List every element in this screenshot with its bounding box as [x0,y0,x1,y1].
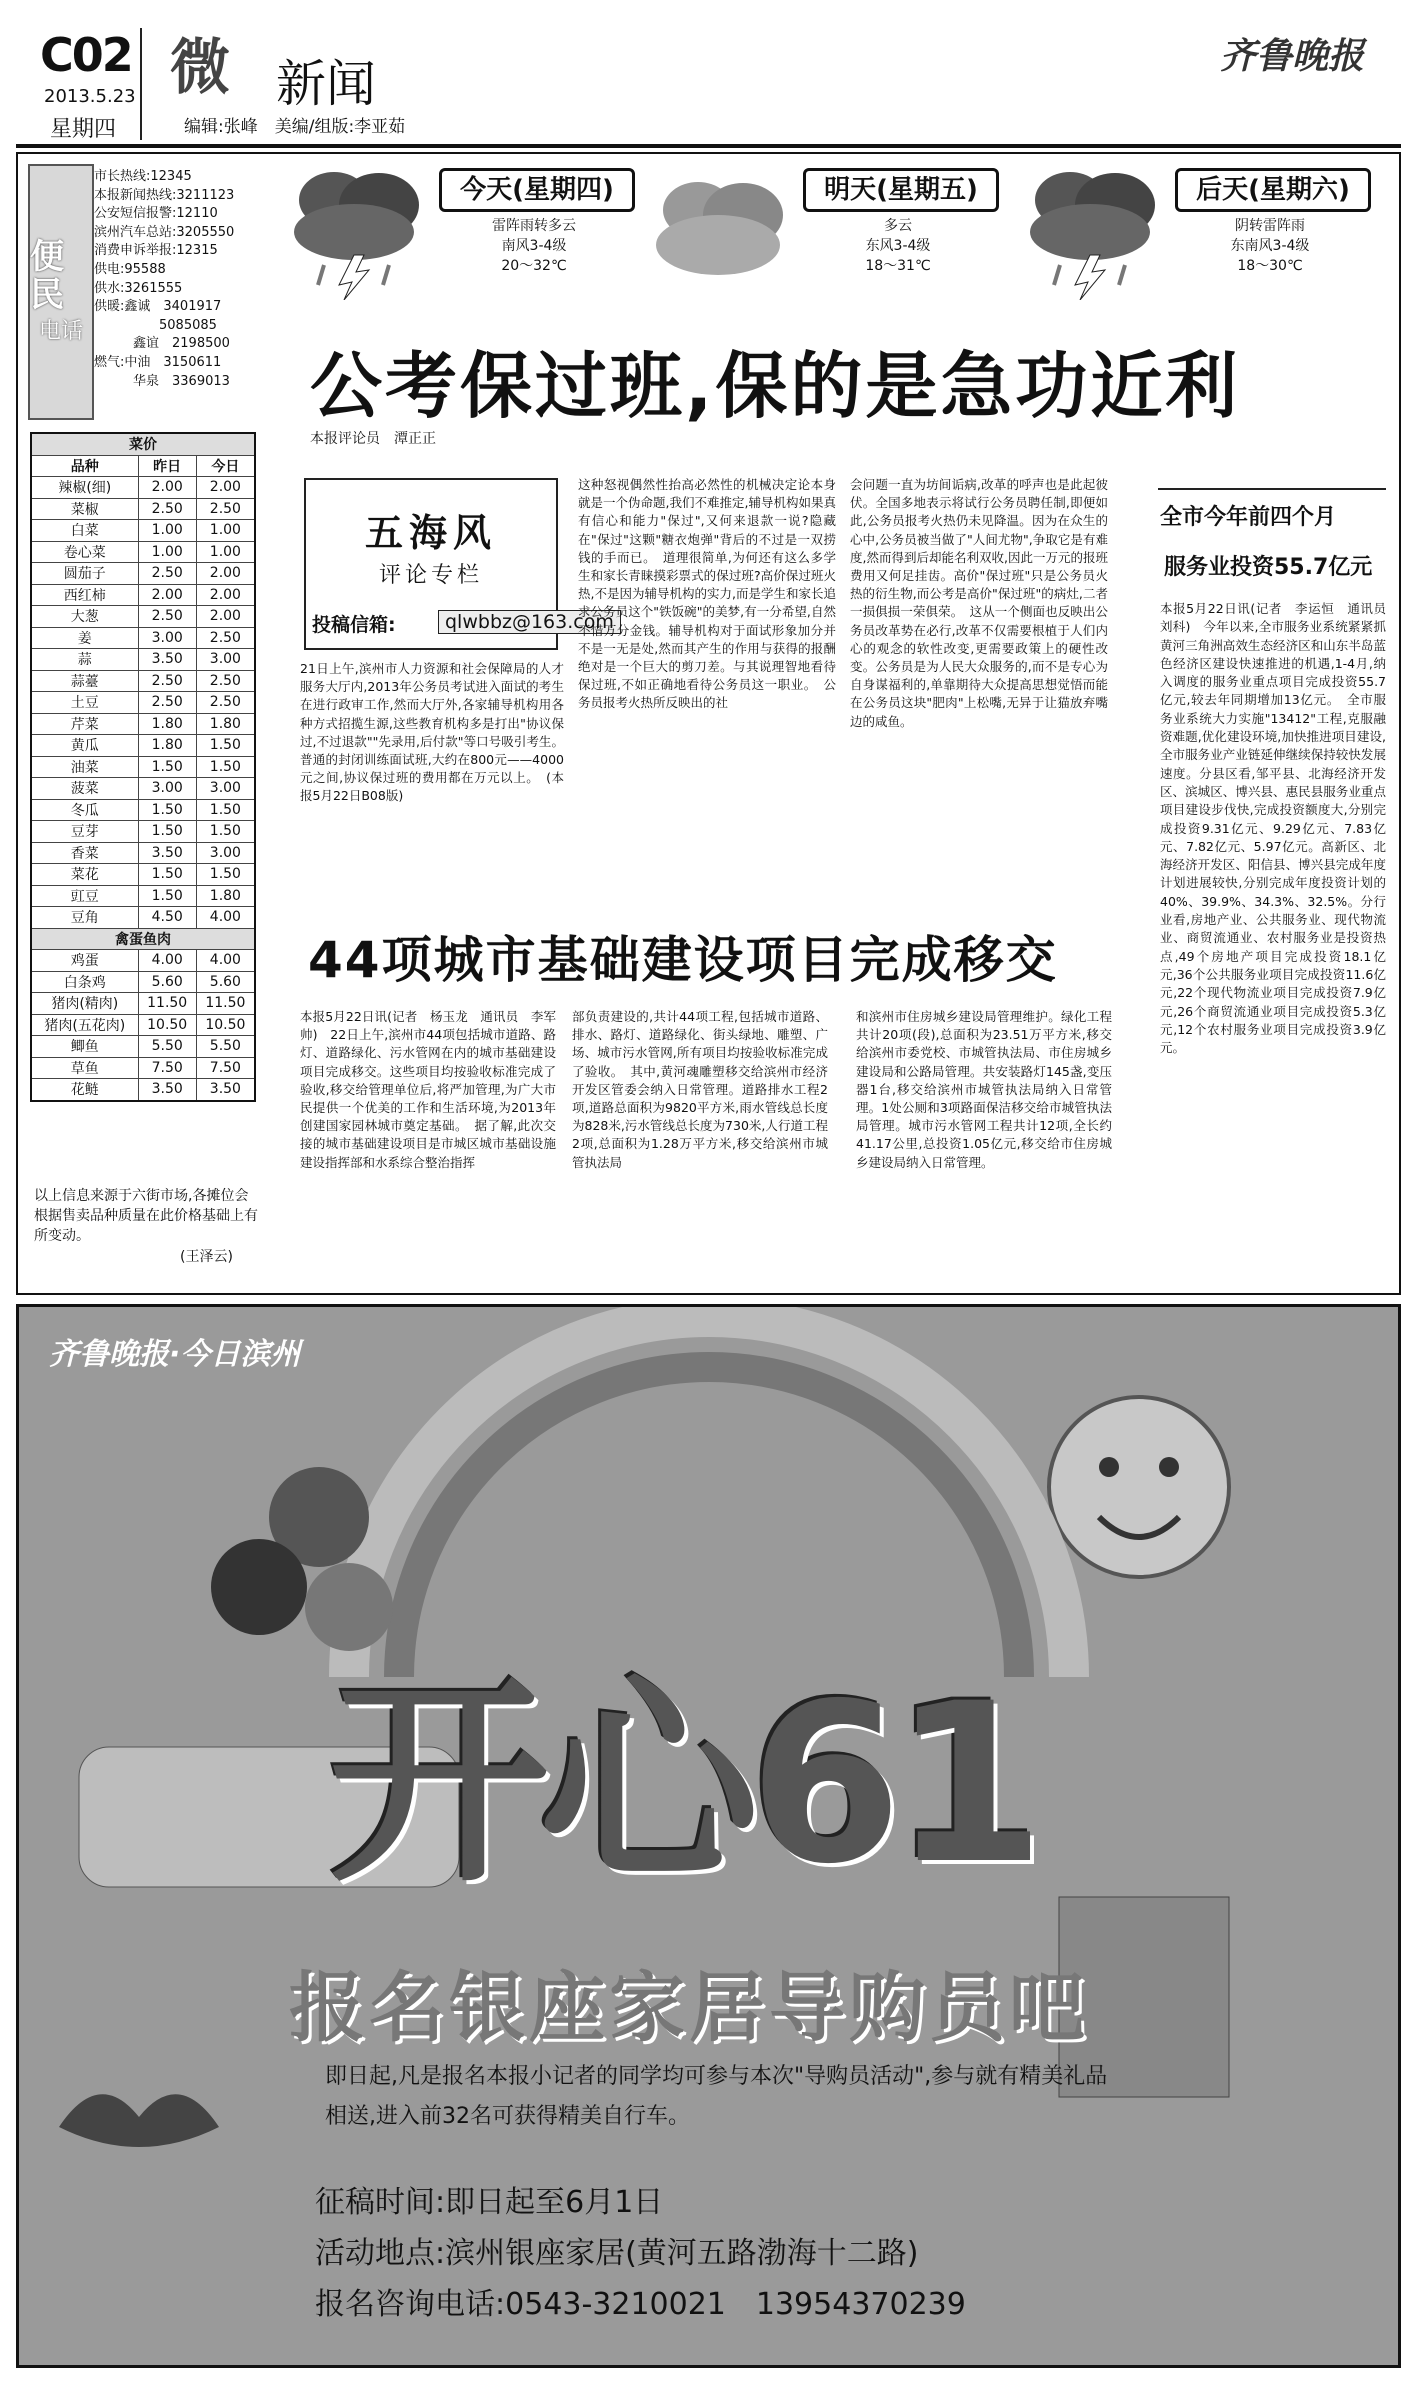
price-row-cell: 3.50 [138,649,196,671]
ad-title: 开心61 [329,1656,1036,1912]
header-divider [140,28,142,140]
weather-day-label: 今天(星期四) [439,168,635,212]
price-row-cell: 1.50 [196,756,255,778]
thunderstorm-cloud-icon [284,160,434,300]
price-row [31,735,255,757]
price-row [31,993,255,1015]
side-article-subheadline: 服务业投资55.7亿元 [1164,555,1373,580]
weather-temp: 18～30℃ [1237,258,1303,274]
price-row-cell: 1.50 [138,864,196,886]
submission-email[interactable]: qlwbbz@163.com [438,610,621,634]
price-row [31,520,255,542]
hotline-item: 公安短信报警:12110 [94,206,218,222]
price-row-cell: 1.00 [138,520,196,542]
price-row-cell: 香菜 [31,842,138,864]
price-row-cell: 7.50 [138,1057,196,1079]
price-row-cell: 白条鸡 [31,971,138,993]
price-row-cell: 2.50 [196,627,255,649]
ad-info-place: 活动地点:滨州银座家居(黄河五路渤海十二路) [315,2236,919,2271]
price-row-cell: 5.50 [196,1036,255,1058]
price-row-cell: 2.50 [196,498,255,520]
ad-info-phone[interactable]: 报名咨询电话:0543-3210021 13954370239 [315,2287,966,2322]
price-row-cell: 白菜 [31,520,138,542]
price-row-cell: 7.50 [196,1057,255,1079]
cloudy-icon [648,160,798,300]
hotline-title: 便民 [30,237,64,315]
price-row-cell: 1.00 [196,520,255,542]
price-table-body [31,433,255,1101]
price-row-cell: 豆角 [31,907,138,929]
price-row-cell: 鸡蛋 [31,950,138,972]
price-row [31,778,255,800]
weather-wind: 南风3-4级 [501,238,567,254]
hotline-item: 华泉 3369013 [94,373,230,389]
price-row-cell: 2.50 [138,692,196,714]
column-name: 五海风 [364,510,497,555]
price-row [31,584,255,606]
price-row-cell: 1.00 [138,541,196,563]
price-row-cell: 4.00 [196,950,255,972]
price-row-cell: 1.50 [196,799,255,821]
ad-info [315,2177,966,2330]
price-row-cell: 2.00 [196,606,255,628]
price-row-cell: 11.50 [138,993,196,1015]
price-table-header-cell: 品种 [31,455,138,477]
side-article-body: 本报5月22日讯(记者 李运恒 通讯员 刘科) 今年以来,全市服务业系统紧紧抓黄河三角洲高效生态经济区和山东半岛蓝色经济区建设快速推进的机遇,1-4月,纳入调度的服务业重点项目完成投资55.7亿元,较去年同期增加13亿元。 全市服务业系统大力实施"13412"工程,克服融资难题,优化建设环境,加快推进项目建设,全市服务业产业链延伸继续保持较快发展速度。分县区看,邹平县、北海经济开发区、滨城区、博兴县、惠民县服务业重点项目建设步伐快,完成投资额度大,分别完成投资9.31亿元、9.29亿元、7.83亿元、7.82亿元、5.97亿元。高新区、北海经济开发区、阳信县、博兴县完成年度计划进展较快,分别完成年度投资计划的40%、39.9%、34.3%、32.5%。分行业看,房地产业、公共服务业、现代物流业、商贸流通业、农村服务业是投资热点,49个房地产项目完成投资18.1亿元,36个公共服务业项目完成投资11.6亿元,22个现代物流业项目完成投资7.9亿元,26个商贸流通业项目完成投资5.3亿元,12个农村服务业项目完成投资3.9亿元。 [1160,601,1399,1056]
price-row-cell: 辣椒(细) [31,477,138,499]
price-row-cell: 菜椒 [31,498,138,520]
price-row-cell: 2.50 [138,563,196,585]
price-row [31,713,255,735]
header-rule [16,144,1401,148]
price-row-cell: 3.50 [138,1079,196,1101]
price-row-cell: 3.00 [196,842,255,864]
hotline-item: 燃气:中油 3150611 [94,354,222,370]
price-row [31,563,255,585]
price-row [31,1036,255,1058]
hotline-list [94,168,272,391]
price-row-cell: 1.80 [196,885,255,907]
price-row-cell: 2.00 [138,477,196,499]
price-row-cell: 2.50 [196,692,255,714]
price-row-cell: 4.00 [196,907,255,929]
weather-wind: 东南风3-4级 [1230,238,1310,254]
price-row-cell: 豆芽 [31,821,138,843]
price-row-cell: 3.50 [196,1079,255,1101]
weather-condition: 多云 [884,218,912,234]
hotline-label-box [28,164,94,420]
article2-col2: 部负责建设的,共计44项工程,包括城市道路、排水、路灯、道路绿化、街头绿地、雕塑、广场、城市污水管网,所有项目均按验收标准完成了验收。 其中,黄河魂雕塑移交给滨州市经济开发区管委会纳入日常管理。道路排水工程2项,道路总面积为9820平方米,雨水管线总长度为828米,污水管线总长度为730米,人行道工程2项,总面积为1.28万平方米,移交给滨州市城管执法局 [572,1009,828,1170]
price-row-cell: 10.50 [196,1014,255,1036]
price-row [31,885,255,907]
price-row-cell: 2.50 [138,606,196,628]
price-row [31,1057,255,1079]
price-row [31,1014,255,1036]
price-row-cell: 4.50 [138,907,196,929]
price-row-cell: 5.60 [196,971,255,993]
side-article-headline: 全市今年前四个月 [1160,505,1337,530]
price-row-cell: 土豆 [31,692,138,714]
weather-day-label: 后天(星期六) [1175,168,1371,212]
section-logo: 微 [170,33,230,103]
price-row-cell: 卷心菜 [31,541,138,563]
newspaper-brand: 齐鲁晚报 [1220,36,1365,77]
article2-headline: 44项城市基础建设项目完成移交 [308,931,1058,989]
price-row-cell: 豇豆 [31,885,138,907]
price-row-cell: 姜 [31,627,138,649]
price-row-cell: 3.00 [138,627,196,649]
hotline-item: 市长热线:12345 [94,169,192,184]
price-row [31,1079,255,1101]
price-note-signature: (王泽云) [180,1249,233,1265]
hotline-item: 本报新闻热线:3211123 [94,187,235,203]
price-row-cell: 3.00 [196,778,255,800]
price-row-cell: 鲫鱼 [31,1036,138,1058]
weather-description [439,216,629,276]
price-row-cell: 2.50 [138,498,196,520]
price-row-cell: 菠菜 [31,778,138,800]
vegetable-price-table [30,432,256,1102]
price-note: 以上信息来源于六街市场,各摊位会根据售卖品种质量在此价格基础上有所变动。 [34,1188,258,1244]
price-row-cell: 芹菜 [31,713,138,735]
price-row-cell: 2.50 [138,670,196,692]
price-row-cell: 猪肉(精肉) [31,993,138,1015]
price-row-cell: 1.80 [196,713,255,735]
weather-today [284,160,644,310]
price-row [31,864,255,886]
price-row [31,692,255,714]
price-row-cell: 蒜 [31,649,138,671]
price-row-cell: 1.50 [138,821,196,843]
ad-logo: 齐鲁晚报·今日滨州 [49,1337,301,1372]
weather-temp: 18～31℃ [865,258,931,274]
hotline-item: 5085085 [94,317,217,333]
hotline-subtitle: 电话 [38,318,83,344]
price-row [31,799,255,821]
sun-icon [1049,1397,1229,1577]
weather-description [803,216,993,276]
price-row-cell: 1.50 [196,821,255,843]
column-box [304,478,614,650]
price-table-title [31,433,255,455]
price-row [31,670,255,692]
butterfly-icon [59,2094,219,2147]
article2-col3: 和滨州市住房城乡建设局管理维护。绿化工程共计20项(段),总面积为23.51万平方米,移交给滨州市委党校、市城管执法局、市住房城乡建设局和公路局管理。共安装路灯145盏,变压器1台,移交给滨州市城管执法局纳入日常管理。1处公厕和3项路面保洁移交给市城管执法局管理。城市污水管网工程共计12项,全长约41.17公里,总投资1.05亿元,移交给市住房城乡建设局纳入日常管理。 [856,1009,1112,1170]
weather-condition: 雷阵雨转多云 [492,218,576,234]
issue-date: 2013.5.23 [44,86,136,107]
ad-subtitle: 报名银座家居导购员吧 [289,1963,1089,2052]
side-article-rule [1158,488,1386,490]
email-label: 投稿信箱: [312,614,396,636]
article1-col3: 会问题一直为坊间诟病,改革的呼声也是此起彼伏。全国多地表示将试行公务员聘任制,即便如此,公务员报考火热仍未见降温。因为在众生的心中,公务员被当做了"人间尤物",争取它是有难度,然而得到后却能名利双收,因此一万元的报班费用又何足挂齿。高价"保过班"只是公务员火热的衍生物,而公考是高价"保过班"的病灶,二者一损俱损一荣俱荣。 这从一个侧面也反映出公务员改革势在必行,改革不仅需要根植于人们内心的观念的软性改变,更需要政策上的硬性改变。公务员是为人民大众服务的,而不是专心为自身谋福利的,单靠期待大众提高思想觉悟而能在公务员这块"肥肉"上松嘴,无异于让猫放弃嘴边的咸鱼。 [850,477,1108,729]
price-table-header [31,455,255,477]
price-row-cell: 1.50 [138,756,196,778]
price-row [31,821,255,843]
weather-temp: 20～32℃ [501,258,567,274]
price-row-cell: 圆茄子 [31,563,138,585]
main-headline: 公考保过班,保的是急功近利 [310,344,1241,428]
advertisement[interactable] [16,1304,1401,2368]
price-row-cell: 1.80 [138,713,196,735]
price-row-cell: 菜花 [31,864,138,886]
issue-weekday: 星期四 [50,117,117,142]
weather-condition: 阴转雷阵雨 [1235,218,1305,234]
price-row-cell: 蒜薹 [31,670,138,692]
price-row-cell: 2.50 [196,670,255,692]
byline: 本报评论员 潭正正 [310,431,436,447]
price-row [31,627,255,649]
price-row-cell: 1.50 [196,864,255,886]
price-row-cell: 5.60 [138,971,196,993]
price-row-cell: 花鲢 [31,1079,138,1101]
weather-tomorrow [648,160,1008,310]
hotline-item: 鑫谊 2198500 [94,336,230,352]
hotline-item: 滨州汽车总站:3205550 [94,224,235,240]
price-row [31,842,255,864]
price-table-section [31,928,255,950]
price-row [31,950,255,972]
price-row-cell: 2.00 [138,584,196,606]
price-row-cell: 黄瓜 [31,735,138,757]
price-row-cell: 3.50 [138,842,196,864]
price-row-cell: 1.50 [138,885,196,907]
ad-info-time: 征稿时间:即日起至6月1日 [315,2185,664,2220]
price-row [31,498,255,520]
price-row [31,971,255,993]
price-row-cell: 冬瓜 [31,799,138,821]
price-row [31,606,255,628]
weather-day-after [1020,160,1380,310]
hotline-item: 消费申诉举报:12315 [94,243,218,259]
price-row-cell: 10.50 [138,1014,196,1036]
price-row-cell: 猪肉(五花肉) [31,1014,138,1036]
price-row-cell: 西红柿 [31,584,138,606]
section-title: 新闻 [276,55,376,113]
price-row-cell: 1.80 [138,735,196,757]
price-table-section-cell: 禽蛋鱼肉 [31,928,255,950]
article2-col1: 本报5月22日讯(记者 杨玉龙 通讯员 李军帅) 22日上午,滨州市44项包括城市道路、路灯、道路绿化、污水管网在内的城市基础建设项目完成移交。这些项目均按验收标准完成了验收,移交给管理单位后,将严加管理,为广大市民提供一个优美的工作和生活环境,为2013年创建国家园林城市奠定基础。 据了解,此次交接的城市基础建设项目是市城区城市基础设施建设指挥部和水系综合整治指挥 [300,1009,556,1170]
hotline-item: 供水:3261555 [94,280,183,296]
page-number: C02 [40,28,132,82]
editor-credits: 编辑:张峰 美编/组版:李亚茹 [184,117,406,137]
price-table-header-cell: 昨日 [138,455,196,477]
price-row-cell: 草鱼 [31,1057,138,1079]
hotline-item: 供电:95588 [94,261,166,277]
weather-day-label: 明天(星期五) [803,168,999,212]
column-subtitle: 评论专栏 [378,563,483,588]
price-row-cell: 油菜 [31,756,138,778]
article1-col2: 这种怒视偶然性抬高必然性的机械决定论本身就是一个伪命题,我们不难推定,辅导机构如果真有信心和能力"保过",又何来退款一说?隐藏在"保过"这颗"糖衣炮弹"背后的不过是一双捞钱的手而已。 道理很简单,为何还有这么多学生和家长青睐摸彩票式的保过班?高价保过班火热,不是因为辅导机构的实力,而是学生和家长追求公务员这个"铁饭碗"的美梦,有一分希望,自然不惜万分金钱。辅导机构对于面试形象加分并不是一无是处,然而其产生的作用与获得的报酬绝对是一个巨大的剪刀差。与其说理智地看待保过班,不如正确地看待公务员这一职业。 公务员报考火热所反映出的社 [578,477,836,711]
price-row [31,649,255,671]
weather-description [1175,216,1365,276]
price-row [31,907,255,929]
weather-wind: 东风3-4级 [865,238,931,254]
price-row-cell: 1.50 [138,799,196,821]
price-table-title-cell: 菜价 [31,433,255,455]
price-row-cell: 1.50 [196,735,255,757]
price-row [31,477,255,499]
price-row-cell: 2.00 [196,477,255,499]
price-row [31,541,255,563]
ad-body: 即日起,凡是报名本报小记者的同学均可参与本次"导购员活动",参与就有精美礼品相送,进入前32名可获得精美自行车。 [325,2064,1108,2129]
hotline-item: 供暖:鑫诚 3401917 [94,299,222,315]
price-row-cell: 3.00 [138,778,196,800]
price-row-cell: 3.00 [196,649,255,671]
price-row [31,756,255,778]
price-row-cell: 2.00 [196,563,255,585]
thunderstorm-cloud-icon [1020,160,1170,300]
price-row-cell: 5.50 [138,1036,196,1058]
price-row-cell: 2.00 [196,584,255,606]
article1-col1: 21日上午,滨州市人力资源和社会保障局的人才服务大厅内,2013年公务员考试进入面试的考生在进行政审工作,然而大厅外,各家辅导机构用各种方式招揽生源,这些教育机构多是打出"协议保过,不过退款""先录用,后付款"等口号吸引考生。普通的封闭训练面试班,大约在800元——4000元之间,协议保过班的费用都在万元以上。 (本报5月22日B08版) [300,661,564,804]
price-row-cell: 1.00 [196,541,255,563]
price-row-cell: 11.50 [196,993,255,1015]
price-table-header-cell: 今日 [196,455,255,477]
price-row-cell: 大葱 [31,606,138,628]
price-row-cell: 4.00 [138,950,196,972]
